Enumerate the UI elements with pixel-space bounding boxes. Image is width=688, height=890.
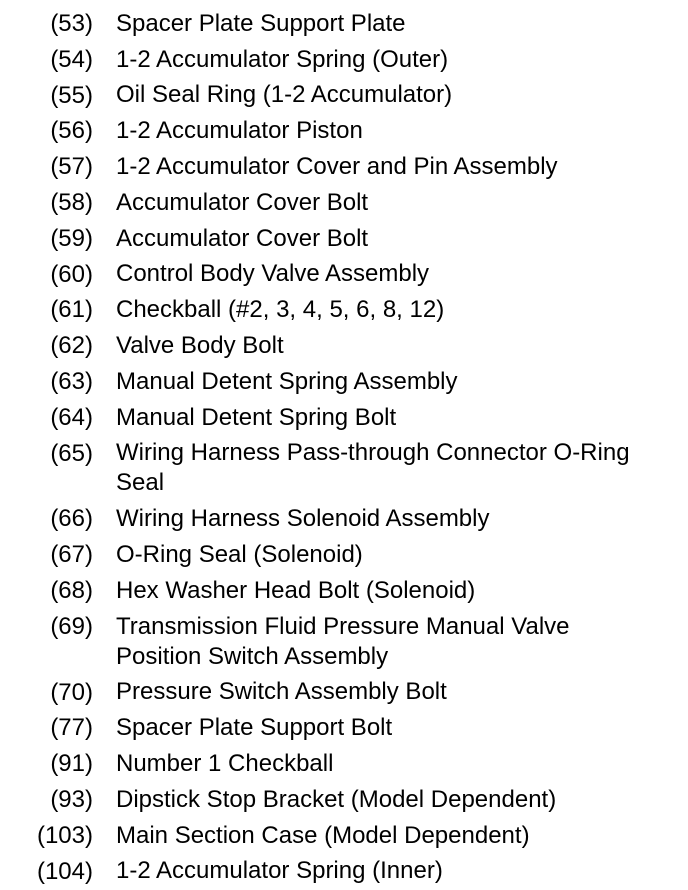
ref-number: (62): [50, 332, 93, 360]
ref-number: (58): [50, 188, 93, 216]
part-name: Pressure Switch Assembly Bolt: [116, 678, 447, 706]
legend-item-56: [0, 113, 688, 149]
legend-item-66: [0, 501, 688, 537]
ref-number: (66): [50, 505, 93, 533]
legend-item-93: [0, 782, 688, 818]
part-name: Control Body Valve Assembly: [116, 260, 430, 288]
legend-item-58: [0, 185, 688, 221]
ref-number: (104): [36, 857, 93, 885]
part-name: Dipstick Stop Bracket (Model Dependent): [116, 785, 557, 813]
legend-item-59: [0, 221, 688, 257]
legend-item-65: [0, 436, 688, 502]
legend-item-63: [0, 364, 688, 400]
part-name: 1-2 Accumulator Spring (Outer): [116, 45, 449, 73]
ref-number: (59): [50, 224, 93, 252]
legend-item-68: [0, 573, 688, 609]
part-name: 1-2 Accumulator Piston: [116, 117, 363, 145]
ref-number: (69): [50, 612, 93, 640]
legend-item-104: [0, 854, 688, 890]
legend-item-55: [0, 78, 688, 114]
legend-item-69: [0, 609, 688, 675]
part-name: Transmission Fluid Pressure Manual Valve Position Switch Assembly: [116, 612, 570, 670]
legend-item-61: [0, 292, 688, 328]
part-name: Valve Body Bolt: [116, 332, 284, 360]
ref-number: (55): [50, 81, 93, 109]
part-name: Spacer Plate Support Plate: [116, 9, 406, 37]
part-name: Accumulator Cover Bolt: [116, 224, 369, 252]
part-name: 1-2 Accumulator Spring (Inner): [116, 857, 443, 885]
legend-item-62: [0, 328, 688, 364]
part-name: Spacer Plate Support Bolt: [116, 714, 393, 742]
ref-number: (57): [50, 153, 93, 181]
part-name: Wiring Harness Pass-through Connector O-Ring Seal: [116, 439, 630, 497]
ref-number: (67): [50, 541, 93, 569]
part-name: Manual Detent Spring Assembly: [116, 367, 458, 395]
ref-number: (56): [50, 117, 93, 145]
ref-number: (53): [50, 10, 93, 37]
legend-item-54: [0, 42, 688, 78]
part-name: Manual Detent Spring Bolt: [116, 403, 397, 431]
legend-item-103: [0, 818, 688, 854]
ref-number: (77): [50, 714, 93, 742]
legend-item-77: [0, 710, 688, 746]
part-name: O-Ring Seal (Solenoid): [116, 541, 363, 569]
ref-number: (91): [50, 750, 93, 778]
ref-number: (68): [50, 576, 93, 604]
part-name: Number 1 Checkball: [116, 750, 334, 777]
ref-number: (103): [36, 821, 93, 849]
ref-number: (93): [50, 785, 93, 813]
legend-item-70: [0, 675, 688, 711]
ref-number: (61): [50, 296, 93, 324]
legend-item-91: [0, 746, 688, 782]
part-name: Oil Seal Ring (1-2 Accumulator): [116, 81, 453, 109]
ref-number: (64): [50, 403, 93, 431]
ref-number: (65): [50, 439, 93, 467]
part-name: 1-2 Accumulator Cover and Pin Assembly: [116, 153, 558, 181]
ref-number: (63): [50, 367, 93, 395]
ref-number: (54): [50, 45, 93, 73]
parts-legend-list: [0, 6, 688, 889]
legend-item-57: [0, 149, 688, 185]
part-name: Accumulator Cover Bolt: [116, 188, 369, 216]
ref-number: (70): [50, 678, 93, 706]
legend-item-53: [0, 6, 688, 42]
part-name: Wiring Harness Solenoid Assembly: [116, 505, 490, 533]
part-name: Main Section Case (Model Dependent): [116, 821, 530, 849]
legend-item-67: [0, 537, 688, 573]
legend-item-60: [0, 257, 688, 293]
ref-number: (60): [50, 260, 93, 288]
part-name: Checkball (#2, 3, 4, 5, 6, 8, 12): [116, 296, 445, 324]
part-name: Hex Washer Head Bolt (Solenoid): [116, 576, 476, 604]
legend-item-64: [0, 400, 688, 436]
